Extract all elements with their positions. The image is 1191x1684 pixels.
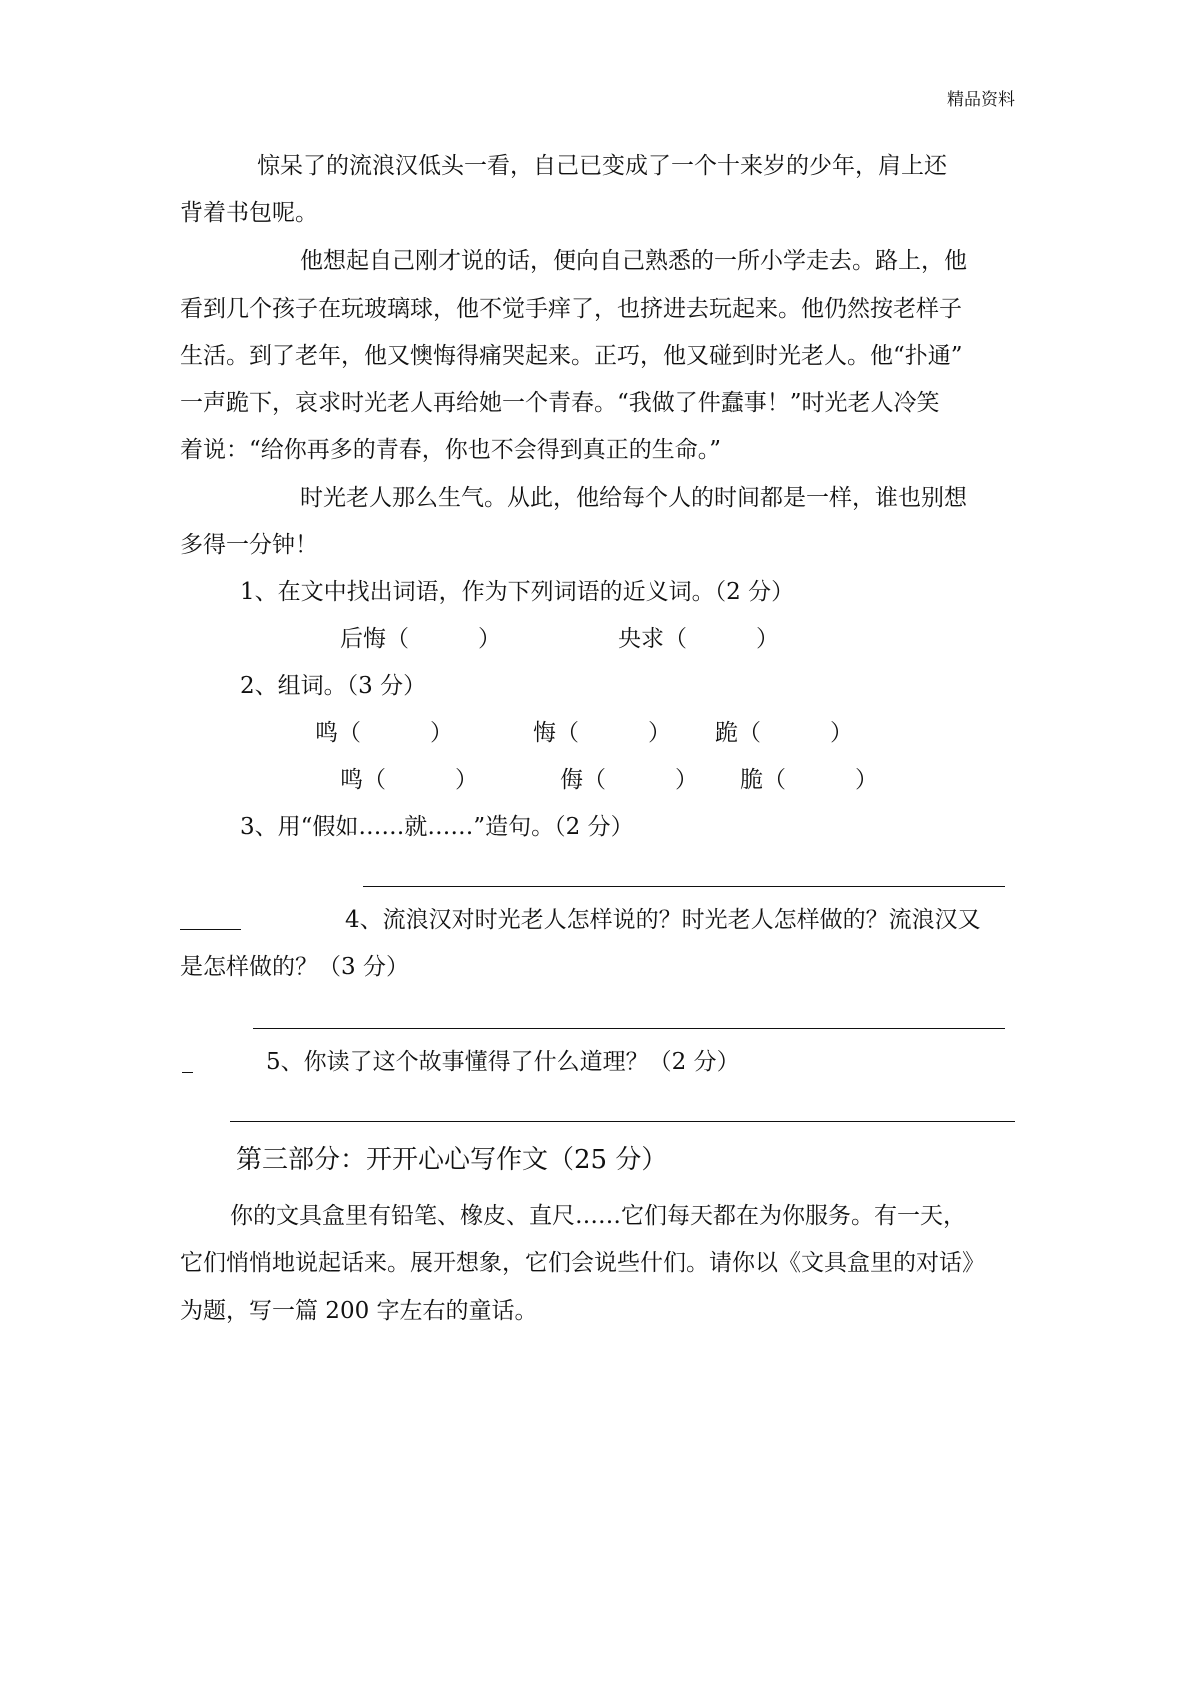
- question-2-item: 跪（ ）: [715, 720, 853, 746]
- part-3-body-line: 它们悄悄地说起话来。展开想象，它们会说些什们。请你以《文具盒里的对话》: [180, 1250, 985, 1276]
- story-line: 多得一分钟！: [180, 532, 318, 558]
- story-line: 着说：“给你再多的青春，你也不会得到真正的生命。”: [180, 437, 722, 463]
- question-2-item: 悔（ ）: [533, 720, 671, 746]
- answer-line: [230, 1121, 1015, 1122]
- story-line: 时光老人那么生气。从此，他给每个人的时间都是一样，谁也别想: [300, 485, 967, 511]
- story-line: 他想起自己刚才说的话，便向自己熟悉的一所小学走去。路上，他: [300, 248, 967, 274]
- question-2-prompt: 2、组词。（3 分）: [240, 673, 427, 699]
- question-2-item: 脆（ ）: [740, 767, 878, 793]
- part-3-body-line: 为题，写一篇 200 字左右的童话。: [180, 1298, 538, 1324]
- question-4-prompt: 4、流浪汉对时光老人怎样说的？时光老人怎样做的？流浪汉又: [345, 907, 981, 933]
- answer-line: [180, 929, 241, 930]
- story-line: 惊呆了的流浪汉低头一看，自己已变成了一个十来岁的少年，肩上还: [257, 153, 947, 179]
- story-line: 生活。到了老年，他又懊悔得痛哭起来。正巧，他又碰到时光老人。他“扑通”: [180, 343, 963, 369]
- question-1-prompt: 1、在文中找出词语，作为下列词语的近义词。（2 分）: [240, 579, 795, 605]
- question-3-prompt: 3、用“假如……就……”造句。（2 分）: [240, 814, 634, 840]
- question-4-prompt: 是怎样做的？（3 分）: [180, 954, 409, 980]
- story-line: 背着书包呢。: [180, 200, 318, 226]
- question-2-item: 鸣（ ）: [315, 720, 453, 746]
- question-2-item: 鸣（ ）: [340, 767, 478, 793]
- part-3-body-line: 你的文具盒里有铅笔、橡皮、直尺……它们每天都在为你服务。有一天，: [230, 1203, 966, 1229]
- story-line: 一声跪下，哀求时光老人再给她一个青春。“我做了件蠢事！”时光老人冷笑: [180, 390, 940, 416]
- question-1-item: 后悔（ ）: [340, 626, 501, 652]
- question-1-item: 央求（ ）: [618, 626, 779, 652]
- section-title: 第三部分：开开心心写作文（25 分）: [236, 1145, 668, 1175]
- answer-line: [182, 1072, 193, 1073]
- answer-line: [363, 886, 1005, 887]
- answer-line: [253, 1028, 1005, 1029]
- question-2-item: 侮（ ）: [560, 767, 698, 793]
- question-5-prompt: 5、你读了这个故事懂得了什么道理？（2 分）: [266, 1049, 740, 1075]
- page-header: 精品资料: [947, 90, 1015, 110]
- story-line: 看到几个孩子在玩玻璃球，他不觉手痒了，也挤进去玩起来。他仍然按老样子: [180, 296, 962, 322]
